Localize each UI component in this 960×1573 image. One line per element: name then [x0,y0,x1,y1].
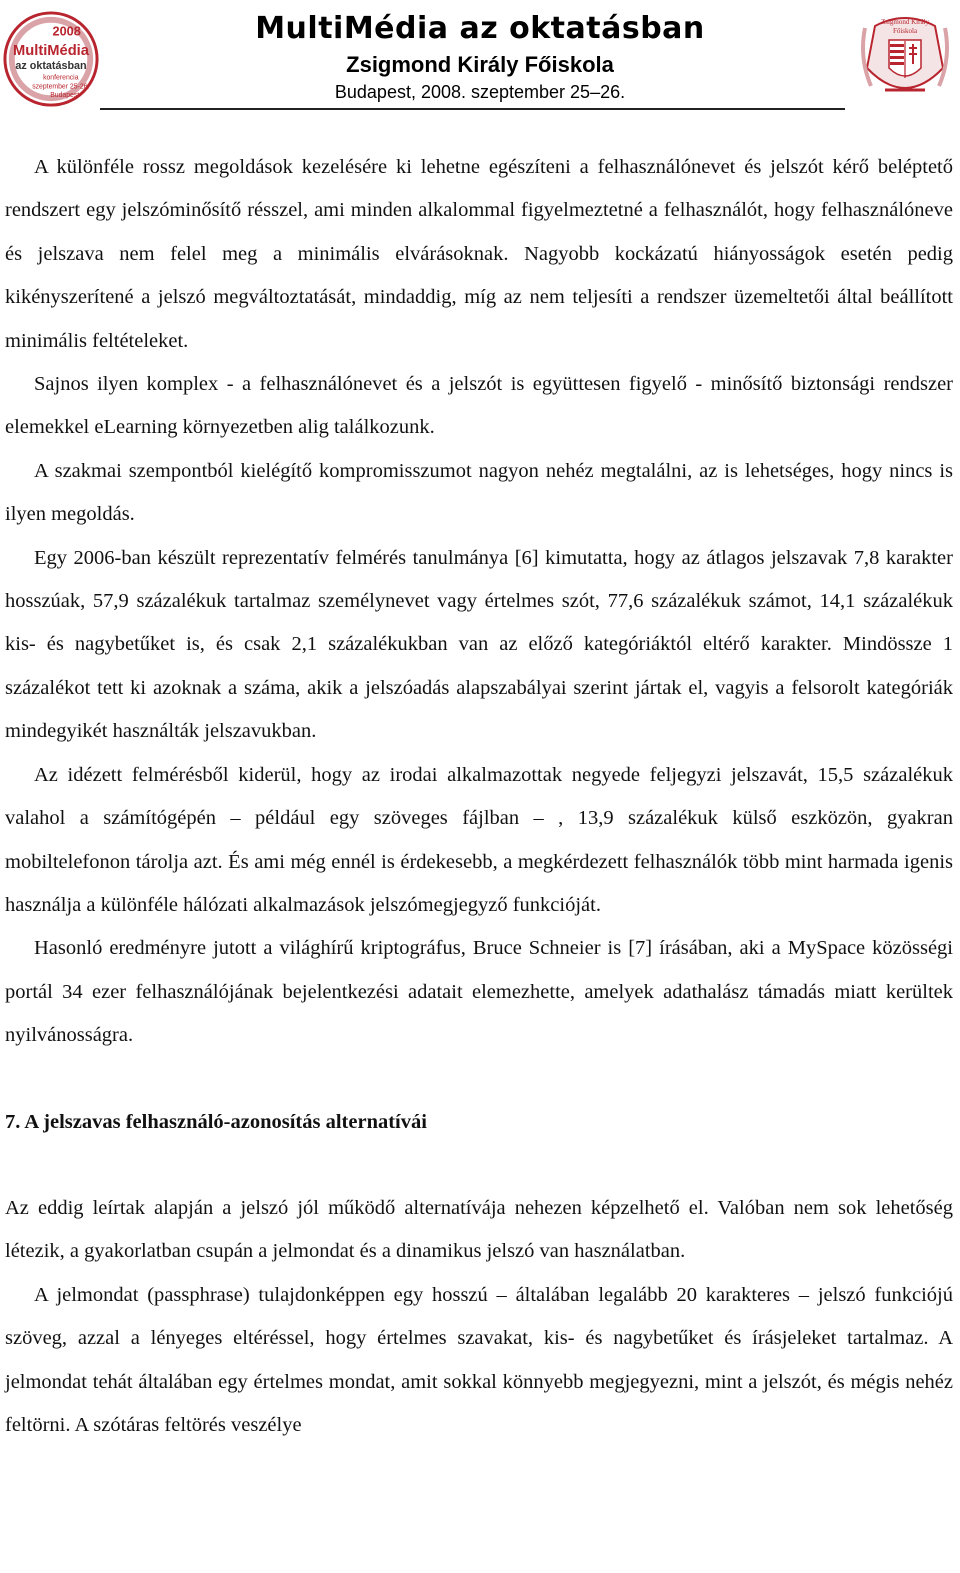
document-body [5,146,953,1447]
conference-title: MultiMédia az oktatásban [255,11,705,46]
spacer [5,1144,953,1187]
spacer [5,1058,953,1101]
paragraph: Az idézett felmérésből kiderül, hogy az irodai alkalmazottak negyede feljegyzi jelszavát, 15,5 százalékuk valahol a számítógépén – például egy szöveges fájlban – , 13,9 százalékuk külső eszközön, gyakran mobiltelefonon tárolja azt. És ami még ennél is érdekesebb, a megkérdezett felhasználók több mint harmada igenis használja a különféle hálózati alkalmazások jelszómegjegyző funkcióját. [5,763,953,916]
college-crest [855,8,955,108]
paragraph: Az eddig leírtak alapján a jelszó jól működő alternatívája nehezen képzelhető el. Valóban nem sok lehetőség létezik, a gyakorlatban csupán a jelmondat és a dinamikus jelszó van használatban. [5,1196,953,1263]
logo-name: MultiMédia [13,43,89,60]
logo-conf: konferencia [43,74,79,82]
conference-date: Budapest, 2008. szeptember 25–26. [334,82,626,102]
conference-logo [2,10,100,108]
paragraph: A különféle rossz megoldások kezelésére ki lehetne egészíteni a felhasználónevet és jelszót kérő beléptető rendszert egy jelszóminősítő résszel, ami minden alkalommal figyelmeztetné a felhasználót, hogy felhasználóneve és jelszava nem felel meg a minimális elvárásoknak. Nagyobb kockázatú hiányosságok esetén pedig kikényszerítené a jelszó megváltoztatását, mindaddig, míg az nem teljesíti a rendszer üzemeltetői által beállított minimális feltételeket. [5,156,953,352]
logo-sub: az oktatásban [15,59,87,72]
paragraph: Sajnos ilyen komplex - a felhasználónevet és a jelszót is együttesen figyelő - minősítő biztonsági rendszer elemekkel eLearning környezetben alig találkozunk. [5,373,953,439]
paragraph: A jelmondat (passphrase) tulajdonképpen egy hosszú – általában legalább 20 karakteres – jelszó funkciójú szöveg, azzal a lényeges eltéréssel, hogy értelmes szavakat, kis- és nagybetűket és írásjeleket tartalmaz. A jelmondat tehát általában egy értelmes mondat, amit sokkal könnyebb megjegyezni, mint a jelszót, és mégis nehéz feltörni. A szótáras feltörés veszélye [5,1283,953,1436]
section-heading: 7. A jelszavas felhasználó-azonosítás alternatívái [5,1110,427,1133]
paragraph: A szakmai szempontból kielégítő kompromisszumot nagyon nehéz megtalálni, az is lehetséges, hogy nincs is ilyen megoldás. [5,459,953,526]
paragraph: Hasonló eredményre jutott a világhírű kriptográfus, Bruce Schneier is [7] írásában, aki a MySpace közösségi portál 34 ezer felhasználójának bejelentkezési adatait elemezhette, amelyek adathalász támadás miatt kerültek nyilvánosságra. [5,937,953,1047]
header-divider [100,108,845,110]
crest-line2: Főiskola [892,27,918,35]
crest-line1: Zsigmond Király [880,18,930,26]
logo-dates: szeptember 25-26. [32,83,90,91]
paragraph: Egy 2006-ban készült reprezentatív felmérés tanulmánya [6] kimutatta, hogy az átlagos jelszavak 7,8 karakter hosszúak, 57,9 százalékuk tartalmaz személynevet vagy értelmes szót, 77,6 százalékuk számot, 14,1 százalékuk kis- és nagybetűket is, és csak 2,1 százalékukban van az előző kategóriáktól eltérő karakter. Mindössze 1 százalékot tett ki azoknak a száma, akik a jelszóadás alapszabályai szerint jártak el, vagyis a felsorolt kategóriák mindegyikét használták jelszavukban. [5,546,953,743]
page-header [0,0,960,118]
logo-year: 2008 [52,23,81,39]
logo-city: Budapest [50,92,80,100]
institution-name: Zsigmond Király Főiskola [346,52,614,77]
